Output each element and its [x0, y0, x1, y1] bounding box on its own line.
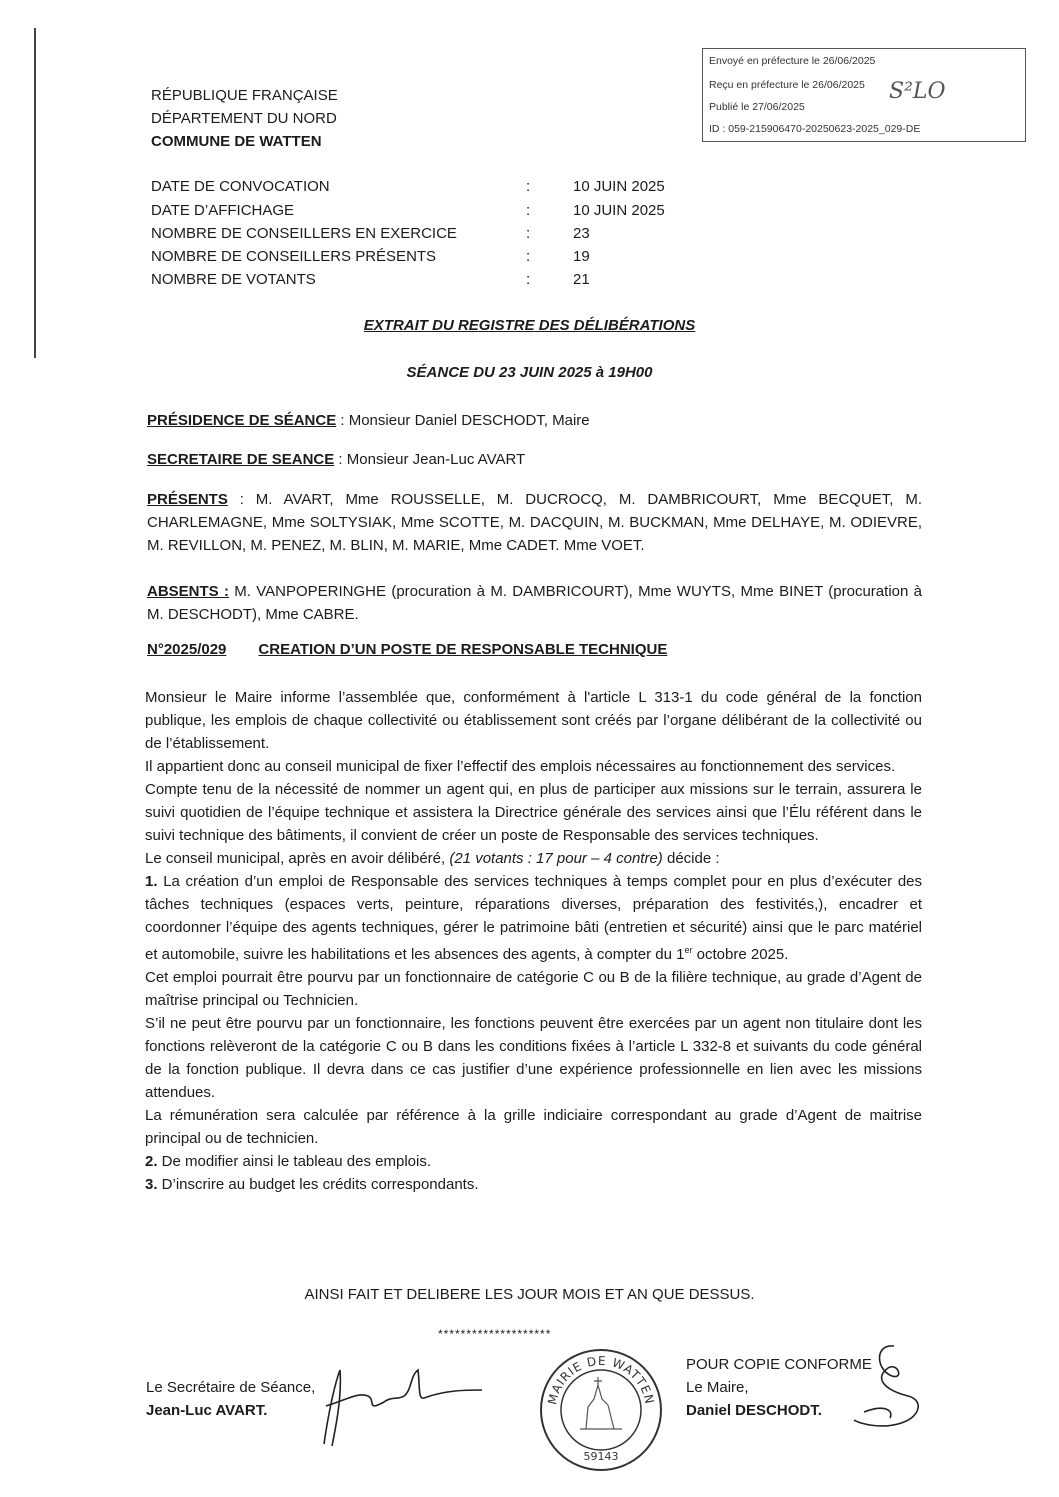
stamp-id: ID : 059-215906470-20250623-2025_029-DE: [709, 123, 921, 135]
meta-label: NOMBRE DE VOTANTS: [151, 271, 316, 288]
body-paragraph: Compte tenu de la nécessité de nommer un agent qui, en plus de participer aux missions sur le terrain, assurera le suivi quotidien de l’équipe technique et assistera la Directrice générale des services ainsi que l’Élu référent dans le suivi technique des bâtiments, il convient de créer un poste de Responsable des services techniques.: [145, 781, 922, 844]
meta-colon: :: [526, 271, 531, 288]
presidence-label: PRÉSIDENCE DE SÉANCE: [147, 412, 337, 429]
presidence-value: : Monsieur Daniel DESCHODT, Maire: [336, 412, 590, 429]
mayor-role: Le Maire,: [686, 1379, 749, 1396]
item-number: 2.: [145, 1153, 158, 1170]
secretary-name: Jean-Luc AVART.: [146, 1402, 268, 1419]
prefecture-stamp: [702, 48, 1026, 142]
secretaire-label: SECRETAIRE DE SEANCE: [147, 451, 335, 468]
department-heading: DÉPARTEMENT DU NORD: [151, 110, 337, 127]
stamp-sent: Envoyé en préfecture le 26/06/2025: [709, 55, 876, 67]
margin-rule: [34, 28, 36, 358]
absents-paragraph: [147, 580, 922, 626]
meta-label: DATE DE CONVOCATION: [151, 178, 330, 195]
meta-value: 10 JUIN 2025: [573, 202, 665, 219]
meta-label: NOMBRE DE CONSEILLERS PRÉSENTS: [151, 248, 437, 265]
presidence-line: [147, 409, 922, 432]
secretaire-line: [147, 448, 922, 471]
meta-row: [151, 202, 665, 219]
deliberation-heading: [147, 641, 667, 658]
item-number: 3.: [145, 1176, 158, 1193]
secretaire-value: : Monsieur Jean-Luc AVART: [334, 451, 526, 468]
body-paragraph: Cet emploi pourrait être pourvu par un fonctionnaire de catégorie C ou B de la filière technique, au grade d’Agent de maîtrise principal ou Technicien.: [145, 969, 922, 1009]
meta-row: [151, 248, 590, 265]
decision-item-3: [145, 1173, 922, 1196]
vote-count: (21 votants : 17 pour – 4 contre): [449, 850, 663, 867]
stamp-published: Publié le 27/06/2025: [709, 101, 805, 113]
deliberation-title: CREATION D’UN POSTE DE RESPONSABLE TECHNIQUE: [258, 641, 668, 658]
stamp-handwritten: S²LO: [889, 79, 946, 104]
certified-copy-label: POUR COPIE CONFORME: [686, 1356, 872, 1373]
meta-colon: :: [526, 178, 531, 195]
secretary-signature-block: [146, 1376, 315, 1422]
session-title: [0, 364, 1059, 381]
closing-statement: AINSI FAIT ET DELIBERE LES JOUR MOIS ET AN QUE DESSUS.: [304, 1286, 755, 1303]
separator-stars: ********************: [438, 1327, 552, 1341]
decision-intro-text: Le conseil municipal, après en avoir délibéré,: [145, 850, 450, 867]
extract-title-text: EXTRAIT DU REGISTRE DES DÉLIBÉRATIONS: [363, 317, 696, 334]
meta-colon: :: [526, 248, 531, 265]
meta-label: DATE D’AFFICHAGE: [151, 202, 295, 219]
decision-intro-end: décide :: [662, 850, 720, 867]
secretary-signature-scribble: [306, 1356, 486, 1451]
deliberation-body: [145, 686, 922, 1196]
meta-row: [151, 271, 590, 288]
body-paragraph: Il appartient donc au conseil municipal de fixer l’effectif des emplois nécessaires au fonctionnement des services.: [145, 758, 896, 775]
extract-title: [0, 317, 1059, 334]
meta-value: 19: [573, 248, 590, 265]
secretary-role: Le Secrétaire de Séance,: [146, 1379, 316, 1396]
seal-top-text: MAIRIE DE WATTEN: [545, 1353, 657, 1406]
presents-value: : M. AVART, Mme ROUSSELLE, M. DUCROCQ, M. DAMBRICOURT, Mme BECQUET, M. CHARLEMAGNE, Mme SOLTYSIAK, Mme SCOTTE, M. DACQUIN, M. BUCKMAN, Mme DELHAYE, M. ODIEVRE, M. REVILLON, M. PENEZ, M. BLIN, M. MARIE, Mme CADET. Mme VOET.: [147, 491, 922, 554]
meta-row: [151, 178, 665, 195]
item-number: 1.: [145, 873, 158, 890]
commune-heading: COMMUNE DE WATTEN: [151, 133, 322, 150]
absents-value: M. VANPOPERINGHE (procuration à M. DAMBRICOURT), Mme WUYTS, Mme BINET (procuration à M. DESCHODT), Mme CABRE.: [147, 583, 922, 623]
item-text: D’inscrire au budget les crédits correspondants.: [157, 1176, 479, 1193]
meta-value: 23: [573, 225, 590, 242]
town-hall-seal: [538, 1347, 664, 1473]
svg-text:MAIRIE DE WATTEN: [545, 1354, 657, 1406]
absents-label: ABSENTS :: [147, 583, 229, 600]
mayor-name: Daniel DESCHODT.: [686, 1402, 822, 1419]
item-superscript: er: [684, 945, 693, 955]
body-paragraph: Monsieur le Maire informe l’assemblée que, conformément à l'article L 313-1 du code général de la fonction publique, les emplois de chaque collectivité ou établissement sont créés par l’organe délibérant de la collectivité ou de l’établissement.: [145, 689, 922, 752]
decision-item-1: [145, 870, 922, 966]
mayor-signature-scribble: [824, 1340, 944, 1440]
body-paragraph: La rémunération sera calculée par référence à la grille indiciaire correspondant au grade d’Agent de maitrise principal ou de technicien.: [145, 1107, 922, 1147]
presents-label: PRÉSENTS: [147, 491, 228, 508]
stamp-received: Reçu en préfecture le 26/06/2025: [709, 79, 865, 91]
decision-intro: [145, 847, 922, 870]
meta-colon: :: [526, 225, 531, 242]
meta-row: [151, 225, 590, 242]
deliberation-number: N°2025/029: [147, 641, 227, 658]
item-text: La création d’un emploi de Responsable des services techniques à temps complet pour en plus d’exécuter des tâches techniques (espaces verts, peinture, réparations diverses, préparation des festivités,), encadrer et coordonner l’équipe des agents techniques, gérer le patrimoine bâti (entretien et sécurité) ainsi que le parc matériel et automobile, suivre les habilitations et les absences des agents, à compter du 1: [145, 873, 922, 963]
item-text: De modifier ainsi le tableau des emplois.: [157, 1153, 431, 1170]
session-title-text: SÉANCE DU 23 JUIN 2025 à 19H00: [406, 364, 653, 381]
meta-value: 10 JUIN 2025: [573, 178, 665, 195]
presents-paragraph: [147, 488, 922, 557]
meta-label: NOMBRE DE CONSEILLERS EN EXERCICE: [151, 225, 457, 242]
body-paragraph: S’il ne peut être pourvu par un fonctionnaire, les fonctions peuvent être exercées par un agent non titulaire dont les fonctions relèveront de la catégorie C ou B dans les conditions fixées à l’article L 332-8 et suivants du code général de la fonction publique. Il devra dans ce cas justifier d’une expérience professionnelle en lien avec les missions attendues.: [145, 1015, 922, 1101]
decision-item-2: [145, 1150, 922, 1173]
republic-heading: RÉPUBLIQUE FRANÇAISE: [151, 87, 338, 104]
seal-bottom-text: 59143: [583, 1450, 619, 1463]
meta-value: 21: [573, 271, 590, 288]
meta-colon: :: [526, 202, 531, 219]
item-text-end: octobre 2025.: [692, 946, 789, 963]
